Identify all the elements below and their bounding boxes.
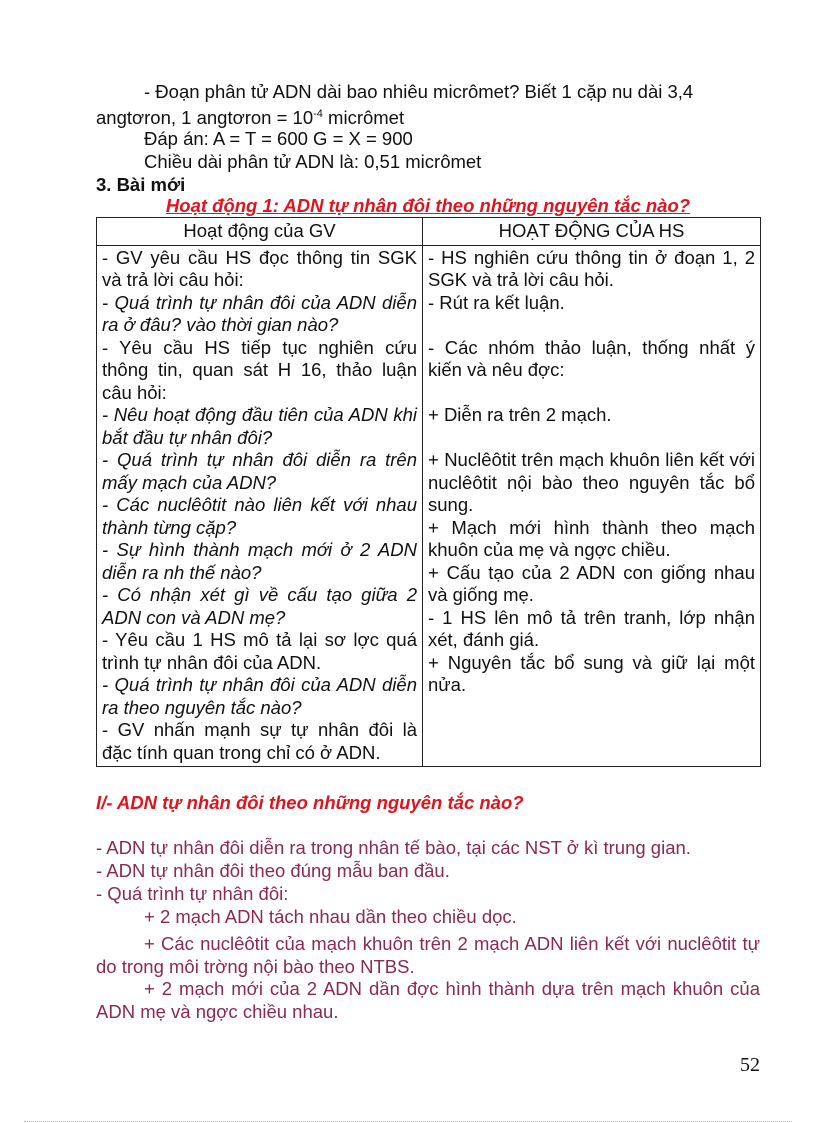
gv-column (97, 245, 423, 767)
header-hs: HOẠT ĐỘNG CỦA HS (423, 218, 761, 246)
hs-item: + Cấu tạo của 2 ADN con giống nhau và giống mẹ. (428, 561, 755, 605)
gv-item: - Nêu hoạt động đầu tiên của ADN khi bắt đầu tự nhân đôi? (102, 404, 417, 448)
note-line: - ADN tự nhân đôi diễn ra trong nhân tế bào, tại các NST ở kì trung gian. (96, 837, 691, 858)
gv-item: - Quá trình tự nhân đôi của ADN diễn ra ở đâu? vào thời gian nào? (102, 291, 417, 335)
note-plus: + 2 mạch ADN tách nhau dần theo chiều dọc. (144, 906, 517, 927)
gv-item: - Quá trình tự nhân đôi của ADN diễn ra theo nguyên tắc nào? (102, 674, 417, 718)
subheading: I/- ADN tự nhân đôi theo những nguyên tắc nào? (96, 792, 524, 813)
note-plus: + 2 mạch mới của 2 ADN dần đợc hình thành dựa trên mạch khuôn của ADN mẹ và ngợc chiều nhau. (96, 978, 760, 1022)
notes-block (96, 836, 760, 905)
gv-item: - Sự hình thành mạch mới ở 2 ADN diễn ra nh thế nào? (102, 539, 417, 583)
hs-item: - 1 HS lên mô tả trên tranh, lớp nhận xét, đánh giá. (428, 606, 755, 650)
gv-item: - Các nuclêôtit nào liên kết với nhau thành từng cặp? (102, 494, 417, 538)
note-line: - ADN tự nhân đôi theo đúng mẫu ban đầu. (96, 860, 450, 881)
activity-title: Hoạt động 1: ADN tự nhân đôi theo những nguyên tắc nào? (165, 195, 691, 216)
note-plus: + Các nuclêôtit của mạch khuôn trên 2 mạch ADN liên kết với nuclêôtit tự do trong môi trờng nội bào theo NTBS. (96, 933, 760, 977)
footer-divider (24, 1121, 792, 1122)
header-gv: Hoạt động của GV (97, 218, 423, 246)
section-title: 3. Bài mới (96, 174, 186, 195)
gv-item: - GV nhấn mạnh sự tự nhân đôi là đặc tính quan trong chỉ có ở ADN. (102, 719, 417, 763)
gv-item: - Yêu cầu HS tiếp tục nghiên cứu thông tin, quan sát H 16, thảo luận câu hỏi: (102, 336, 417, 403)
hs-item: - HS nghiên cứu thông tin ở đoạn 1, 2 SGK và trả lời câu hỏi. (428, 246, 755, 290)
hs-item: + Nguyên tắc bổ sung và giữ lại một nửa. (428, 651, 755, 695)
page-number: 52 (740, 1054, 760, 1076)
gv-item: - GV yêu cầu HS đọc thông tin SGK và trả lời câu hỏi: (102, 246, 417, 290)
note-line: - Quá trình tự nhân đôi: (96, 883, 289, 904)
hs-item: - Các nhóm thảo luận, thống nhất ý kiến và nêu đợc: (428, 336, 755, 380)
gv-item: - Yêu cầu 1 HS mô tả lại sơ lợc quá trình tự nhân đôi của ADN. (102, 629, 417, 673)
gv-item: - Có nhận xét gì về cấu tạo giữa 2 ADN con và ADN mẹ? (102, 584, 417, 628)
activity-table (96, 217, 761, 767)
hs-item: + Mạch mới hình thành theo mạch khuôn của mẹ và ngợc chiều. (428, 516, 755, 560)
intro-answer: Đáp án: A = T = 600 G = X = 900 (144, 128, 413, 149)
hs-column (423, 245, 761, 767)
hs-item: + Nuclêôtit trên mạch khuôn liên kết với nuclêôtit nội bào theo nguyên tắc bổ sung. (428, 449, 755, 515)
intro-question: - Đoạn phân tử ADN dài bao nhiêu micrômet? Biết 1 cặp nu dài 3,4 angtơron, 1 angtơron = $10^{-4}$ micrômet (96, 81, 694, 129)
hs-item: - Rút ra kết luận. (428, 291, 565, 313)
intro-length: Chiều dài phân tử ADN là: 0,51 micrômet (144, 151, 482, 172)
hs-item: + Diễn ra trên 2 mạch. (428, 404, 612, 425)
gv-item: - Quá trình tự nhân đôi diễn ra trên mấy mạch của ADN? (102, 449, 417, 493)
